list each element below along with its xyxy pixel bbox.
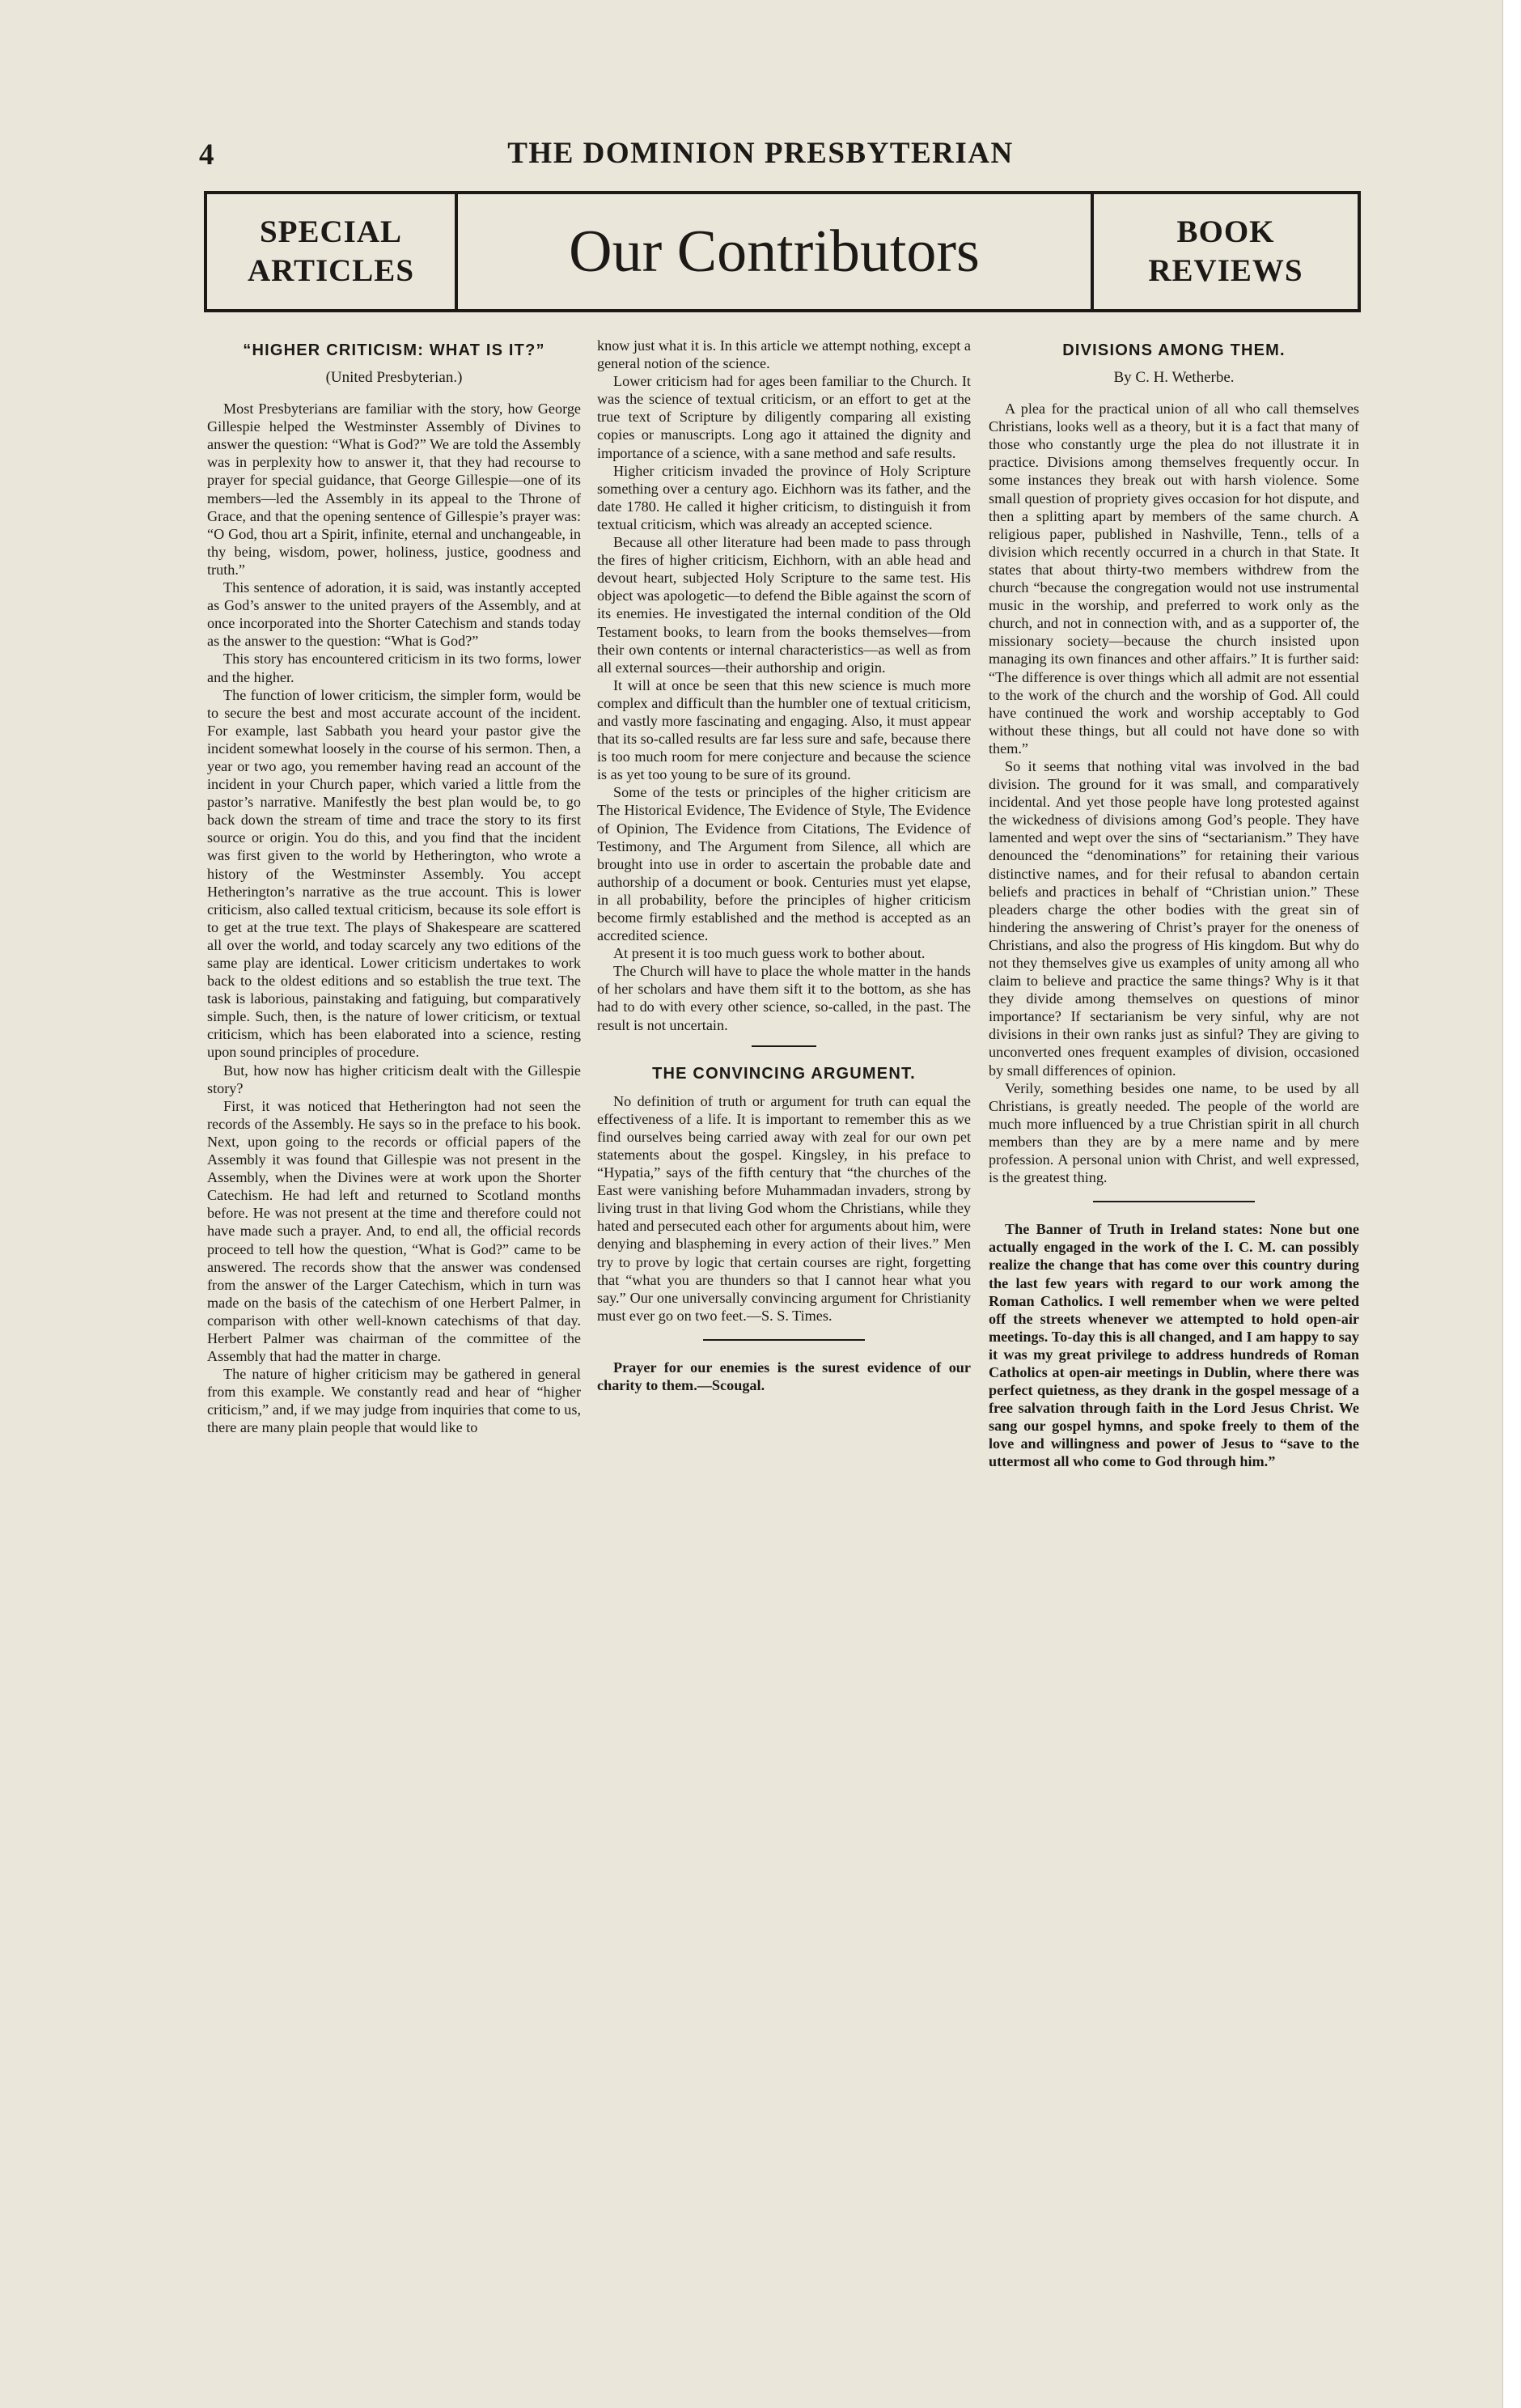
paragraph: The Church will have to place the whole matter in the hands of her scholars and have them sift it to the bottom, as she has had to do with every other science, so-called, in the past. The result is not uncertain. (597, 963, 971, 1033)
article-source: (United Presbyterian.) (325, 369, 463, 386)
paragraph: First, it was noticed that Hetherington had not seen the records of the Assembly. He says so in the preface to his book. Next, upon going to the records or official papers of the Assembly it was found that Gillespie was not present in the Assembly, when the Divines were at work upon the Shorter Catechism. He had left and returned to Scotland months before. He was not present at the time and therefore could not have made such a prayer. And, to end all, the official records proceed to tell how the question, “What is God?” came to be answered. The records show that the answer was condensed from the answer of the Larger Catechism, which in turn was made on the basis of the catechism of one Herbert Palmer, in comparison with other well-known catechisms of that day. Herbert Palmer was chairman of the committee of the Assembly that had the matter in charge. (207, 1097, 581, 1365)
paragraph: Some of the tests or principles of the higher criticism are The Historical Evidence, The Evidence of Style, The Evidence of Opinion, The Evidence from Citations, The Evidence of Testimony, and The Argument from Silence, all which are brought into use in order to ascertain the probable date and authorship of a document or book. Centuries must yet elapse, in all probability, before the principles of higher criticism become firmly established and the method is accepted as an accredited science. (597, 784, 971, 944)
paragraph: This story has encountered criticism in its two forms, lower and the higher. (207, 651, 581, 685)
book-reviews-label (1091, 194, 1358, 309)
paragraph: Because all other literature had been made to pass through the fires of higher criticism, Eichhorn, with an able head and devout heart, subjected Holy Scripture to the same test. His object was apologetic—to defend the Bible against the scorn of its enemies. He investigated the internal condition of the Old Testament books, to learn from the books themselves—from their own contents or internal characteristics—as well as from all external sources—their authorship and origin. (597, 534, 971, 676)
paragraph: So it seems that nothing vital was involved in the bad division. The ground for it was small, and comparatively incidental. And yet those people have long protested against the wickedness of divisions among God’s people. They have lamented and wept over the sins of “sectarianism.” They have denounced the “denominations” for retaining their various distinctive names, and for their refusal to abandon certain beliefs and practices in behalf of “Christian union.” These pleaders charge the other bodies with the great sin of hindering the answering of Christ’s prayer for the oneness of Christians, and also the progress of His kingdom. But why do not they themselves give us examples of unity among all who claim to believe and practice the same things? Why is it that they divide among themselves on questions of minor importance? If sectarianism be very sinful, why are not divisions in their own ranks just as sinful? They are giving to unconverted ones frequent examples of division, occasioned by small differences of opinion. (989, 757, 1359, 1079)
paragraph: A plea for the practical union of all who call themselves Christians, looks well as a theory, but it is a fact that many of those who constantly urge the plea do not illustrate it in practice. Divisions among themselves frequently occur. In some instances they break out with harsh violence. Some small question of propriety gives occasion for hot dispute, and then a splitting apart by members of the same church. A religious paper, published in Nashville, Tenn., tells of a division which recently occurred in a church in that State. It states that about thirty-two members withdrew from the church “because the congregation would not use instrumental music in the worship, and preferred to work only as the church, and not in connection with, and as a supporter of, the missionary society—because the church insisted upon managing its own finances and other affairs.” It is further said: “The difference is over things which all admit are not essential to the work of the church and the worship of God. All could have continued the work and worship acceptably to God without these things, but all could not have done so with them.” (989, 401, 1359, 757)
paragraph: It will at once be seen that this new science is much more complex and difficult than the humbler one of textual criticism, and vastly more fascinating and engaging. Also, it must appear that its so-called results are far less sure and safe, because there is too much room for mere conjecture and because the science is as yet too young to be sure of its ground. (597, 676, 971, 783)
article-title: THE CONVINCING ARGUMENT. (652, 1064, 916, 1083)
page-edge (1502, 0, 1521, 2408)
running-head: THE DOMINION PRESBYTERIAN (507, 137, 1014, 170)
column-2 (597, 337, 971, 2279)
paragraph: The function of lower criticism, the simpler form, would be to secure the best and most accurate account of the incident. For example, last Sabbath you heard your pastor give the incident somewhat loosely in the course of his sermon. Then, a year or two ago, you remember having read an account of the incident in your Church paper, which varied a little from the pastor’s narrative. Manifestly the best plan would be, to go back down the stream of time and trace the story to its first source or origin. You do this, and you find that the incident was first given to the world by Hetherington, who wrote a history of the Westminster Assembly. You accept Hetherington’s narrative as the true account. This is lower criticism, also called textual criticism, because its sole effort is to get at the true text. The plays of Shakespeare are scattered all over the world, and today scarcely any two editions of the same play are identical. Lower criticism undertakes to work back to the oldest editions and so establish the true text. The task is laborious, painstaking and fatiguing, but comparatively simple. Such, then, is the nature of lower criticism, or textual criticism, which has been elaborated into a science, resting upon sound principles of procedure. (207, 686, 581, 1061)
paragraph: But, how now has higher criticism dealt with the Gillespie story? (207, 1062, 581, 1096)
banner-right-line2: REVIEWS (1148, 253, 1303, 288)
paragraph: Lower criticism had for ages been familiar to the Church. It was the science of textual criticism, or an effort to get at the true text of Scripture by diligently comparing all existing copies or manuscripts. Long ago it attained the dignity and importance of a science, with a sane method and safe results. (597, 373, 971, 461)
paragraph: know just what it is. In this article we attempt nothing, except a general notion of the science. (597, 337, 971, 372)
article-title: DIVISIONS AMONG THEM. (1062, 341, 1286, 359)
section-banner (204, 191, 1361, 312)
divider (752, 1045, 816, 1047)
column-3 (989, 337, 1359, 2279)
paragraph: No definition of truth or argument for truth can equal the effectiveness of a life. It is important to remember this as we find ourselves being carried away with zeal for our own pet statements about the gospel. Kingsley, in his preface to “Hypatia,” says of the fifth century that “the churches of the East were vanishing before Muhammadan invaders, strong by living trust in that living God whom the Christians, while they hated and persecuted each other for arguments about him, were denying and blaspheming in every action of their lives.” Men try to prove by logic that certain courses are right, forgetting that “what you are thunders so that I cannot hear what you say.” Our one universally convincing argument for Christianity must ever go on two feet.—S. S. Times. (597, 1092, 971, 1324)
news-note: The Banner of Truth in Ireland states: None but one actually engaged in the work of the I. C. M. can possibly realize the change that has come over this country during the last few years with regard to our work among the Roman Catholics. I well remember when we were pelted off the streets whenever we attempted to hold open-air meetings. To-day this is all changed, and I am happy to say it was my great privilege to address hundreds of Roman Catholics at open-air meetings in Dublin, where there was perfect quietness, as they drank in the gospel message of a free salvation through faith in the Lord Jesus Christ. We sang our gospel hymns, and spoke freely to them of the love and willingness and power of Jesus to “save to the uttermost all who come to God through him.” (989, 1221, 1359, 1470)
special-articles-label (207, 194, 458, 309)
paragraph: Higher criticism invaded the province of Holy Scripture something over a century ago. Eichhorn was its father, and the date 1780. He called it higher criticism, to distinguish it from textual criticism, which was already an accepted science. (597, 462, 971, 532)
banner-left-line2: ARTICLES (247, 253, 415, 288)
divider (1093, 1201, 1255, 1202)
paragraph: At present it is too much guess work to bother about. (613, 945, 926, 962)
paragraph: The nature of higher criticism may be gathered in general from this example. We constantly read and hear of “higher criticism,” and, if we may judge from inquiries that come to us, there are many plain people that would like to (207, 1366, 581, 1436)
article-byline: By C. H. Wetherbe. (1113, 369, 1235, 386)
banner-title: Our Contributors (569, 218, 980, 285)
column-1 (207, 337, 581, 2279)
paragraph: This sentence of adoration, it is said, was instantly accepted as God’s answer to the united prayers of the Assembly, and at once incorporated into the Shorter Catechism and stands today as the answer to the question: “What is God?” (207, 579, 581, 650)
paragraph: Most Presbyterians are familiar with the story, how George Gillespie helped the Westminster Assembly of Divines to answer the question: “What is God?” We are told the Assembly was in perplexity how to answer it, that they had recourse to prayer for special guidance, that George Gillespie—one of its members—led the Assembly in its appeal to the Throne of Grace, and that the opening sentence of Gillespie’s prayer was: “O God, thou art a Spirit, infinite, eternal and unchangeable, in thy being, wisdom, power, holiness, justice, goodness and truth.” (207, 401, 581, 578)
divider (703, 1339, 865, 1341)
page-number: 4 (199, 138, 214, 172)
paragraph: Verily, something besides one name, to be used by all Christians, is greatly needed. The people of the world are much more influenced by a true Christian spirit in all church members than they are by a mere name and by mere profession. A personal union with Christ, and well expressed, is the greatest thing. (989, 1079, 1359, 1186)
banner-left-line1: SPECIAL (259, 214, 403, 249)
article-title: “HIGHER CRITICISM: WHAT IS IT?” (243, 341, 545, 359)
closing-note: Prayer for our enemies is the surest evidence of our charity to them.—Scougal. (597, 1359, 971, 1393)
banner-right-line1: BOOK (1176, 214, 1275, 249)
